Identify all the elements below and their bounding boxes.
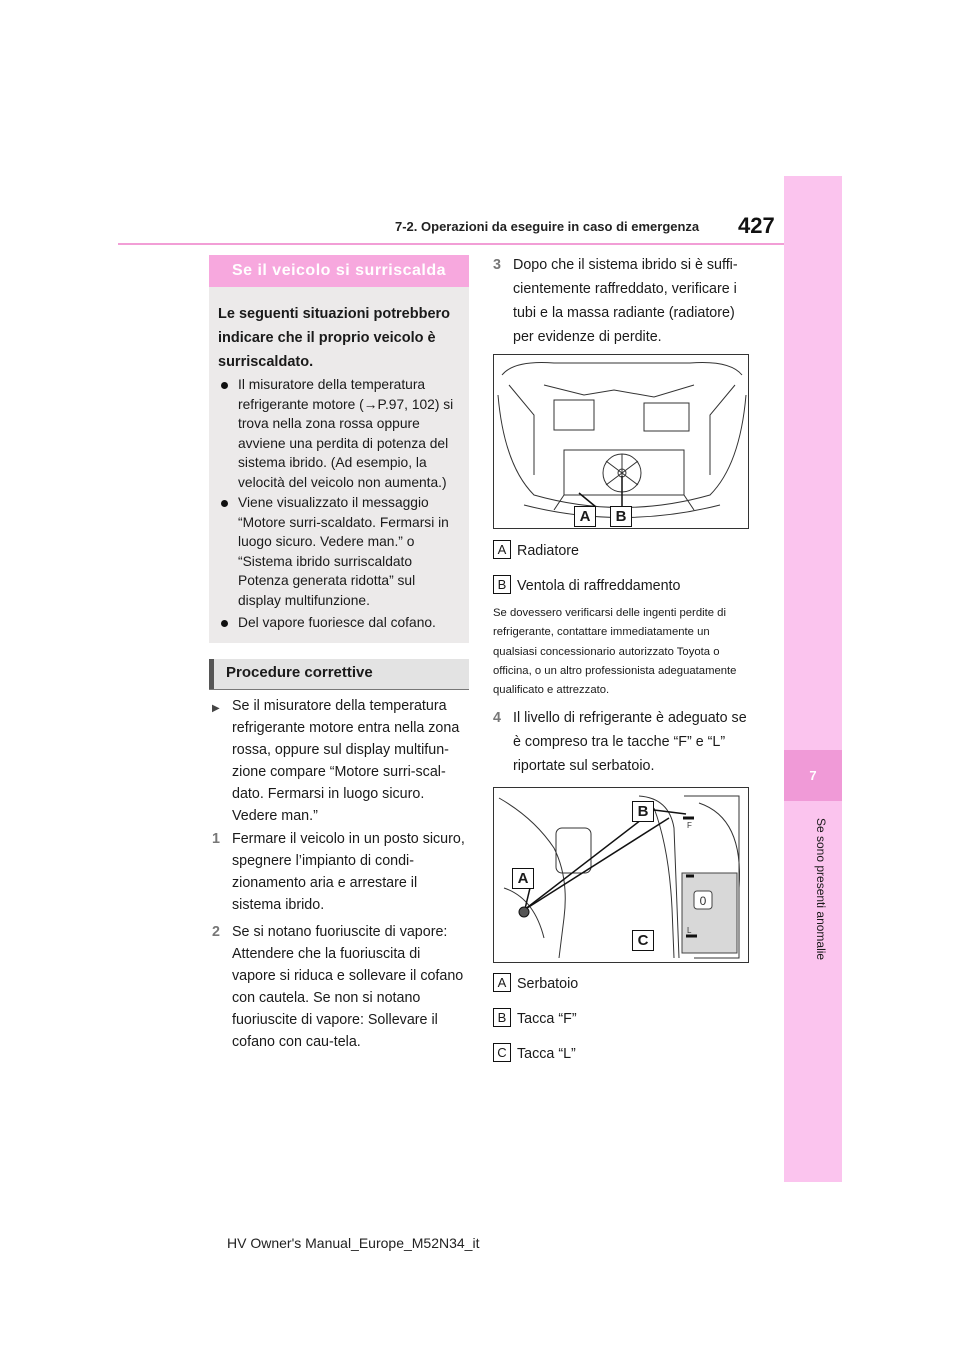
step-2: 2 Se si notano fuoriuscite di vapore: Attendere che la fuoriuscita di vapore si riduca e sollevare il cofano con cautela. Se non si notano fuoriuscite di vapore: Sollevare il cofano con cau-tela. [212,924,464,1050]
procedures-heading: Procedure correttive [209,659,469,689]
chapter-side-tab [784,176,842,1182]
footer-manual-id: HV Owner's Manual_Europe_M52N34_it [227,1235,480,1251]
figure-label-a: A [512,868,534,889]
procedures-divider [209,689,469,690]
figure-label-c: C [632,930,654,951]
step-3: 3 Dopo che il sistema ibrido si è suffi-cientemente raffreddato, verificare i tubi e la massa radiante (radiatore) per evidenze di perdite. [493,257,738,345]
page-number: 427 [738,213,775,238]
bullet-dot-icon [221,500,228,507]
triangle-right-icon: ▶ [212,703,220,714]
legend-item: B Tacca “F” [493,1008,753,1030]
legend-item: C Tacca “L” [493,1043,753,1065]
condition-item: ▶ Se il misuratore della temperatura refrigerante motore entra nella zona rossa, oppure sul display multifun-zione compare “Motore surri-scal-dato. Fermarsi in luogo sicuro. Vedere man.” [212,698,460,824]
figure-label-b: B [610,506,632,527]
mark-f: F [687,821,692,830]
bullet-dot-icon [221,620,228,627]
mark-l: L [687,926,692,935]
step-4: 4 Il livello di refrigerante è adeguato se è compreso tra le tacche “F” e “L” riportate sul serbatoio. [493,710,747,774]
legend-item: A Serbatoio [493,973,753,995]
overheat-heading: Se il veicolo si surriscalda [209,255,469,287]
bullet-dot-icon [221,382,228,389]
legend-item: B Ventola di raffreddamento [493,575,753,597]
legend-item: A Radiatore [493,540,753,562]
leak-note: Se dovessero verificarsi delle ingenti perdite di refrigerante, contattare immediatamente un qualsiasi concessionario autorizzato Toyota o officina, o un altro professionista adeguatamente qualificato e attrezzato. [493,607,737,697]
symptom-bullet: Viene visualizzato il messaggio “Motore surri-scaldato. Fermarsi in luogo sicuro. Vedere man.” o “Sistema ibrido surriscaldato Potenza generata ridotta” sul display multifunzione. [221,493,461,610]
reservoir-figure [493,787,749,963]
section-title: 7-2. Operazioni da eseguire in caso di emergenza [395,219,700,234]
reservoir-zero-mark: 0 [699,894,707,908]
symptom-bullet: Il misuratore della temperatura refrigerante motore (→P.97, 102) si trova nella zona rossa oppure avviene una perdita di potenza del sistema ibrido. (Ad esempio, la velocità del veicolo non aumenta.) [221,375,461,492]
chapter-number: 7 [784,750,842,801]
chapter-title: Se sono presenti anomalie [814,818,828,961]
figure-label-b: B [632,801,654,822]
figure-label-a: A [574,506,596,527]
engine-bay-illustration [494,355,749,529]
header-divider [118,243,784,245]
engine-bay-figure [493,354,749,529]
step-1: 1 Fermare il veicolo in un posto sicuro, spegnere l’impianto di condi-zionamento aria e arrestare il sistema ibrido. [212,831,465,913]
symptom-bullet: Del vapore fuoriesce dal cofano. [221,613,461,633]
symptoms-intro: Le seguenti situazioni potrebbero indicare che il proprio veicolo è surriscaldato. [218,306,451,370]
